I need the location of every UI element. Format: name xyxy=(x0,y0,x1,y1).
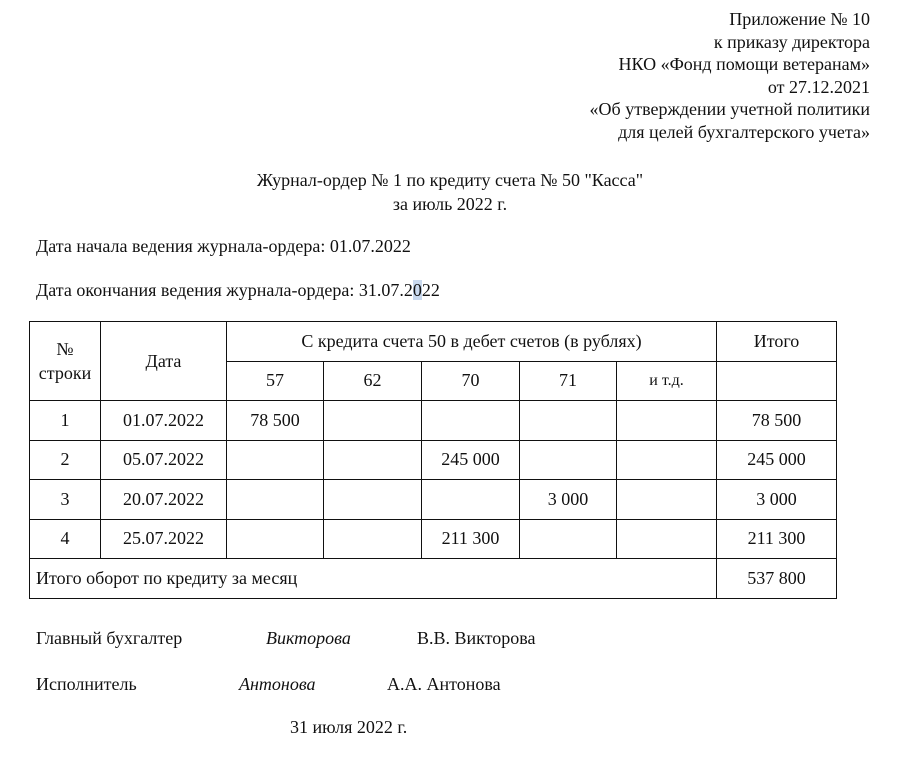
header-row-number-line1: № xyxy=(56,339,74,359)
document-title xyxy=(0,168,900,216)
cell-account-57 xyxy=(227,519,324,559)
title-line-2: за июль 2022 г. xyxy=(392,194,508,214)
cell-row-number: 2 xyxy=(30,440,101,480)
cell-account-71 xyxy=(520,401,617,441)
cell-account-70 xyxy=(422,401,520,441)
start-date-line xyxy=(36,236,411,257)
header-date: Дата xyxy=(101,322,227,401)
cell-row-number: 1 xyxy=(30,401,101,441)
start-date-label: Дата начала ведения журнала-ордера: xyxy=(36,236,330,256)
cell-row-number: 3 xyxy=(30,480,101,520)
table-row xyxy=(30,480,837,520)
header-account-62: 62 xyxy=(324,361,422,401)
header-account-71: 71 xyxy=(520,361,617,401)
cell-account-etc xyxy=(617,519,717,559)
executor-signature-line xyxy=(36,674,736,698)
start-date-value[interactable]: 01.07.2022 xyxy=(329,236,411,256)
cell-date: 20.07.2022 xyxy=(101,480,227,520)
table-row xyxy=(30,401,837,441)
cell-date: 25.07.2022 xyxy=(101,519,227,559)
end-date-label: Дата окончания ведения журнала-ордера: xyxy=(36,280,359,300)
cell-date: 05.07.2022 xyxy=(101,440,227,480)
cell-total: 245 000 xyxy=(717,440,837,480)
header-account-70: 70 xyxy=(422,361,520,401)
executor-label: Исполнитель xyxy=(36,674,137,694)
cell-account-57 xyxy=(227,440,324,480)
cell-total: 211 300 xyxy=(717,519,837,559)
cell-total: 3 000 xyxy=(717,480,837,520)
header-row-number xyxy=(30,322,101,401)
end-date-line xyxy=(36,280,440,301)
journal-order-table xyxy=(29,321,837,599)
cell-account-57: 78 500 xyxy=(227,401,324,441)
cell-account-62 xyxy=(324,480,422,520)
cell-account-62 xyxy=(324,519,422,559)
cell-account-etc xyxy=(617,440,717,480)
cell-account-70: 211 300 xyxy=(422,519,520,559)
appendix-line: Приложение № 10 xyxy=(729,9,870,29)
appendix-line: от 27.12.2021 xyxy=(767,76,870,97)
executor-name: А.А. Антонова xyxy=(387,674,501,694)
cell-account-70: 245 000 xyxy=(422,440,520,480)
table-row xyxy=(30,440,837,480)
cell-row-number: 4 xyxy=(30,519,101,559)
header-row-number-line2: строки xyxy=(38,363,92,383)
table-row xyxy=(30,519,837,559)
chief-accountant-signature-line xyxy=(36,628,736,652)
title-line-1: Журнал-ордер № 1 по кредиту счета № 50 "Касса" xyxy=(256,170,644,190)
turnover-row xyxy=(30,559,837,599)
appendix-block xyxy=(590,8,870,144)
appendix-line: к приказу директора xyxy=(713,31,870,52)
table-header-row xyxy=(30,322,837,362)
end-date-value[interactable] xyxy=(359,280,440,300)
header-account-57: 57 xyxy=(227,361,324,401)
end-date-value-part: 31.07.2 xyxy=(358,280,413,300)
header-total-empty xyxy=(717,361,837,401)
appendix-line: «Об утверждении учетной политики xyxy=(589,99,870,120)
cell-account-71: 3 000 xyxy=(520,480,617,520)
turnover-label: Итого оборот по кредиту за месяц xyxy=(30,559,717,599)
appendix-line: для целей бухгалтерского учета» xyxy=(618,121,870,142)
turnover-total: 537 800 xyxy=(717,559,837,599)
cell-account-etc xyxy=(617,401,717,441)
end-date-value-part: 22 xyxy=(421,280,440,300)
text-selection[interactable]: 0 xyxy=(412,280,422,300)
cell-account-62 xyxy=(324,440,422,480)
cell-account-57 xyxy=(227,480,324,520)
cell-account-70 xyxy=(422,480,520,520)
cell-account-71 xyxy=(520,519,617,559)
chief-accountant-name: В.В. Викторова xyxy=(417,628,536,648)
cell-date: 01.07.2022 xyxy=(101,401,227,441)
appendix-line: НКО «Фонд помощи ветеранам» xyxy=(618,54,870,75)
chief-accountant-label: Главный бухгалтер xyxy=(36,628,183,648)
header-total: Итого xyxy=(717,322,837,362)
cell-account-62 xyxy=(324,401,422,441)
header-credit-group: С кредита счета 50 в дебет счетов (в рублях) xyxy=(227,322,717,362)
signed-date: 31 июля 2022 г. xyxy=(290,717,408,737)
cell-total: 78 500 xyxy=(717,401,837,441)
cell-account-71 xyxy=(520,440,617,480)
cell-account-etc xyxy=(617,480,717,520)
header-account-etc: и т.д. xyxy=(617,361,717,401)
chief-accountant-signature: Викторова xyxy=(266,628,351,648)
executor-signature: Антонова xyxy=(239,674,316,694)
